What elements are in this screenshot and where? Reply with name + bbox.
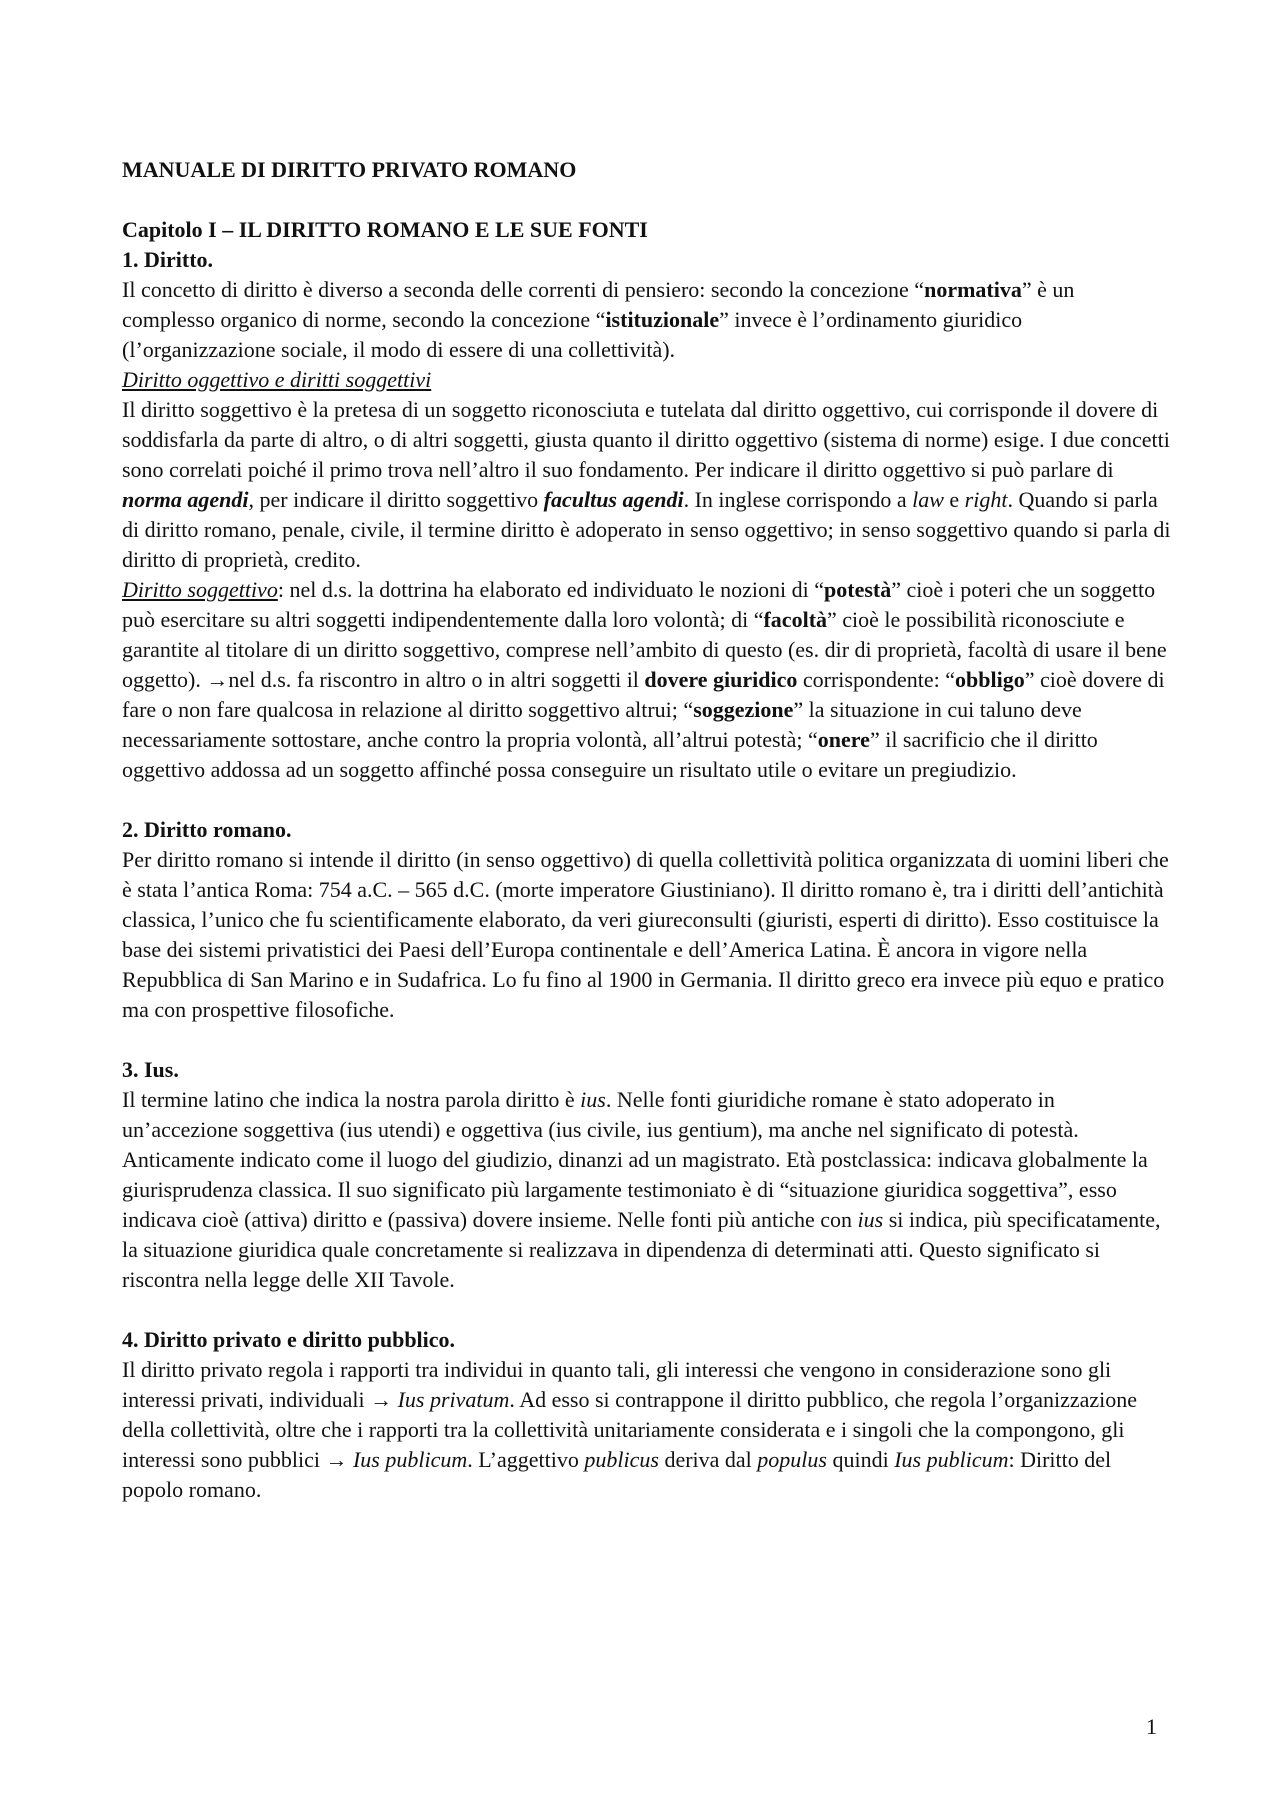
paragraph [122, 395, 1172, 575]
text-run: nel d.s. fa riscontro in altro o in altri soggetti il [228, 667, 645, 692]
arrow-right-icon: → [370, 1387, 393, 1412]
text-run: : Diritto del popolo romano. [122, 1447, 1112, 1502]
term-ius: ius [580, 1087, 606, 1112]
text-run: corrispondente: “ [797, 667, 955, 692]
text-run: Il diritto privato regola i rapporti tra individui in quanto tali, gli interessi che vengono in considerazione sono gli interessi privati, individuali [122, 1357, 1112, 1412]
text-run: : nel d.s. la dottrina ha elaborato ed individuato le nozioni di “ [277, 577, 825, 602]
term-ius: ius [857, 1207, 884, 1232]
term-normativa: normativa [924, 277, 1022, 302]
text-run: . Nelle fonti giuridiche romane è stato adoperato in un’accezione soggettiva (ius utendi) e oggettiva (ius civile, ius gentium), ma anche nel significato di potestà. Anticamente indicato come il luogo del giudizio, dinanzi ad un magistrato. Età postclassica: indicava globalmente la giurisprudenza classica. Il suo significato più largamente testimoniato è di “situazione giuridica soggettiva”, esso indicava cioè (attiva) diritto e (passiva) dovere insieme. Nelle fonti più antiche con [122, 1087, 1148, 1232]
text-run: ” cioè dovere di fare o non fare qualcosa in relazione al diritto soggettivo altrui; “ [122, 667, 1165, 722]
text-run: . In inglese corrispondo a [683, 487, 913, 512]
term-right: right [964, 487, 1008, 512]
term-onere: onere [817, 727, 870, 752]
paragraph [122, 575, 1172, 785]
page-number: 1 [1146, 1714, 1157, 1739]
text-run: Il diritto soggettivo è la pretesa di un soggetto riconosciuta e tutelata dal diritto oggettivo, cui corrisponde il dovere di soddisfarla da parte di altro, o di altri soggetti, giusta quanto il diritto oggettivo (sistema di norme) esige. I due concetti sono correlati poiché il primo trova nell’altro il suo fondamento. Per indicare il diritto oggettivo si può parlare di [122, 397, 1170, 482]
term-istituzionale: istituzionale [605, 307, 720, 332]
section-heading: 2. Diritto romano. [122, 817, 292, 842]
section-privato-pubblico [122, 1325, 1172, 1505]
term-dovere-giuridico: dovere giuridico [644, 667, 798, 692]
paragraph [122, 1085, 1172, 1295]
section-diritto-romano [122, 815, 1172, 1025]
term-ius-privatum: Ius privatum [397, 1387, 510, 1412]
text-run: ” la situazione in cui taluno deve necessariamente sottostare, anche contro la propria volontà, all’altrui potestà; “ [122, 697, 1082, 752]
arrow-right-icon: → [325, 1447, 348, 1472]
paragraph [122, 275, 1172, 365]
subheading-oggettivo-soggettivi: Diritto oggettivo e diritti soggettivi [122, 367, 432, 392]
term-potesta: potestà [824, 577, 892, 602]
chapter-title: Capitolo I – IL DIRITTO ROMANO E LE SUE FONTI [122, 217, 648, 242]
section-diritto [122, 245, 1172, 785]
text-run: ” il sacrificio che il diritto oggettivo addossa ad un soggetto affinché possa conseguire un risultato utile o evitare un pregiudizio. [122, 727, 1098, 782]
term-ius-publicum: Ius publicum [894, 1447, 1009, 1472]
text-run: ” è un complesso organico di norme, secondo la concezione “ [122, 277, 1075, 332]
text-run: deriva dal [658, 1447, 758, 1472]
term-publicus: publicus [584, 1447, 659, 1472]
page-content [122, 155, 1172, 1505]
paragraph: Per diritto romano si intende il diritto (in senso oggettivo) di quella collettività politica organizzata di uomini liberi che è stata l’antica Roma: 754 a.C. – 565 d.C. (morte imperatore Giustiniano). Il diritto romano è, tra i diritti dell’antichità classica, l’unico che fu scientificamente elaborato, da veri giureconsulti (giuristi, esperti di diritto). Esso costituisce la base dei sistemi privatistici dei Paesi dell’Europa continentale e dell’America Latina. È ancora in vigore nella Repubblica di San Marino e in Sudafrica. Lo fu fino al 1900 in Germania. Il diritto greco era invece più equo e pratico ma con prospettive filosofiche. [122, 847, 1169, 1022]
paragraph [122, 1355, 1172, 1505]
section-heading: 3. Ius. [122, 1057, 179, 1082]
text-run: quindi [826, 1447, 895, 1472]
text-run: . L’aggettivo [467, 1447, 585, 1472]
term-facolta: facoltà [763, 607, 828, 632]
text-run: Il concetto di diritto è diverso a seconda delle correnti di pensiero: secondo la concezione “ [122, 277, 925, 302]
text-run: . Ad esso si contrappone il diritto pubblico, che regola l’organizzazione della collettività, oltre che i rapporti tra la collettività unitariamente considerata e i singoli che la compongono, gli interessi sono pubblici [122, 1387, 1138, 1472]
text-run: si indica, più specificatamente, la situazione giuridica quale concretamente si realizzava in dipendenza di determinati atti. Questo significato si riscontra nella legge delle XII Tavole. [122, 1207, 1161, 1292]
text-run: , per indicare il diritto soggettivo [248, 487, 544, 512]
term-norma-agendi: norma agendi [122, 487, 249, 512]
text-run: Il termine latino che indica la nostra parola diritto è [122, 1087, 581, 1112]
section-heading: 1. Diritto. [122, 247, 214, 272]
section-ius [122, 1055, 1172, 1295]
section-heading: 4. Diritto privato e diritto pubblico. [122, 1327, 456, 1352]
text-run: ” cioè le possibilità riconosciute e garantite al titolare di un diritto soggettivo, comprese nell’ambito di questo (es. dir di proprietà, facoltà di usare il bene oggetto). [122, 607, 1167, 692]
subheading-diritto-soggettivo: Diritto soggettivo [122, 577, 278, 602]
term-facultus-agendi: facultus agendi [543, 487, 684, 512]
term-obbligo: obbligo [955, 667, 1025, 692]
term-law: law [912, 487, 944, 512]
term-ius-publicum: Ius publicum [352, 1447, 468, 1472]
document-title: MANUALE DI DIRITTO PRIVATO ROMANO [122, 157, 577, 182]
text-run: ” cioè i poteri che un soggetto può esercitare su altri soggetti indipendentemente dalla loro volontà; di “ [122, 577, 1156, 632]
text-run: . Quando si parla di diritto romano, penale, civile, il termine diritto è adoperato in senso oggettivo; in senso soggettivo quando si parla di diritto di proprietà, credito. [122, 487, 1171, 572]
term-soggezione: soggezione [693, 697, 794, 722]
term-populus: populus [757, 1447, 827, 1472]
text-run: e [943, 487, 965, 512]
arrow-right-icon: → [206, 667, 229, 692]
text-run: ” invece è l’ordinamento giuridico (l’organizzazione sociale, il modo di essere di una collettività). [122, 307, 1023, 362]
